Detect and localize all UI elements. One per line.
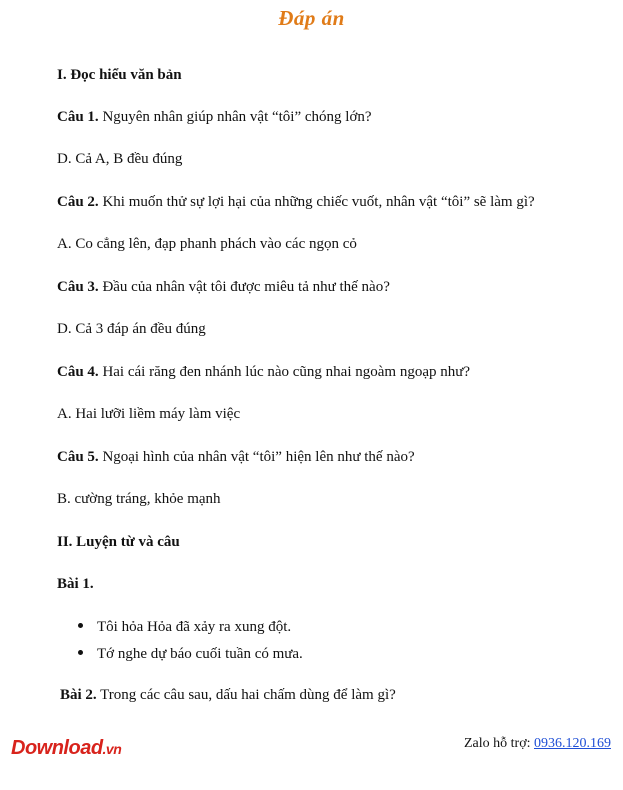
exercise-label: Bài 2. (60, 687, 97, 703)
question-label: Câu 1. (57, 109, 99, 125)
list-item (78, 645, 303, 663)
question-text: Hai cái răng đen nhánh lúc nào cũng nhai ngoàm ngoạp như? (98, 364, 471, 380)
question-label: Câu 4. (57, 364, 99, 380)
question-label: Câu 5. (57, 449, 99, 465)
download-logo[interactable] (11, 737, 121, 760)
question-label: Câu 3. (57, 279, 99, 295)
page-title: Đáp án (278, 6, 345, 30)
question-text: Nguyên nhân giúp nhân vật “tôi” chóng lớn? (98, 109, 372, 125)
zalo-phone-link[interactable]: 0936.120.169 (534, 736, 611, 751)
answer-3: D. Cả 3 đáp án đều đúng (57, 321, 206, 337)
bullet-icon (78, 623, 83, 628)
question-4 (57, 363, 470, 381)
list-item-text: Tôi hỏa Hỏa đã xảy ra xung đột. (97, 619, 292, 635)
zalo-label: Zalo hỗ trợ: (464, 736, 534, 751)
answer-5: B. cường tráng, khỏe mạnh (57, 491, 221, 507)
zalo-support (464, 736, 611, 752)
logo-main-text: Download (11, 737, 103, 759)
answer-1: D. Cả A, B đều đúng (57, 151, 183, 167)
answer-4: A. Hai lưỡi liềm máy làm việc (57, 406, 241, 422)
question-label: Câu 2. (57, 194, 99, 210)
exercise-text: Trong các câu sau, dấu hai chấm dùng để làm gì? (96, 687, 396, 703)
list-item-text: Tớ nghe dự báo cuối tuần có mưa. (97, 646, 303, 662)
list-item (78, 618, 291, 636)
answer-2: A. Co cẳng lên, đạp phanh phách vào các ngọn cỏ (57, 236, 357, 252)
bullet-icon (78, 650, 83, 655)
exercise-2 (60, 686, 396, 704)
section-heading-vocab: II. Luyện từ và câu (57, 534, 180, 550)
question-5 (57, 448, 415, 466)
section-heading-reading: I. Đọc hiểu văn bản (57, 67, 182, 83)
logo-suffix-text: .vn (102, 741, 122, 757)
question-1 (57, 108, 372, 126)
exercise-1-label: Bài 1. (57, 576, 94, 592)
question-2 (57, 193, 535, 211)
question-3 (57, 278, 390, 296)
question-text: Đầu của nhân vật tôi được miêu tả như thế nào? (98, 279, 390, 295)
question-text: Khi muốn thử sự lợi hại của những chiếc vuốt, nhân vật “tôi” sẽ làm gì? (98, 194, 535, 210)
question-text: Ngoại hình của nhân vật “tôi” hiện lên như thế nào? (98, 449, 415, 465)
